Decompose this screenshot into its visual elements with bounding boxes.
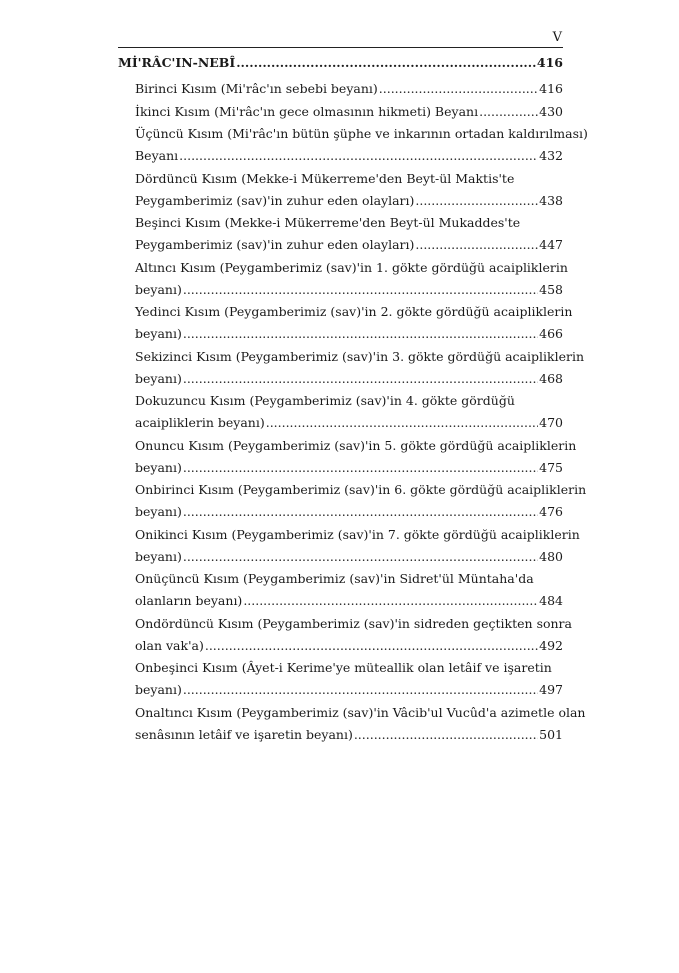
dot-leader bbox=[183, 368, 538, 390]
toc-entry-last-line bbox=[135, 635, 563, 657]
toc-entry[interactable] bbox=[118, 568, 563, 612]
toc-entry-last-line bbox=[135, 724, 563, 746]
table-of-contents bbox=[118, 54, 588, 746]
toc-entry-page: 458 bbox=[539, 281, 563, 297]
toc-entry-title-line: Onbirinci Kısım (Peygamberimiz (sav)'in 6. gökte gördüğü acaipliklerin bbox=[135, 482, 587, 497]
toc-entry-page: 432 bbox=[539, 148, 563, 163]
toc-entry-page: 501 bbox=[539, 726, 563, 742]
toc-entry-last-line bbox=[135, 679, 563, 701]
toc-entry-last-line bbox=[135, 190, 563, 212]
header-rule bbox=[118, 47, 563, 48]
dot-leader bbox=[183, 679, 538, 701]
dot-leader bbox=[205, 635, 538, 657]
toc-entry-page: 475 bbox=[539, 459, 563, 475]
toc-entry-last-line bbox=[135, 501, 563, 523]
toc-entry-title-end: İkinci Kısım (Mi'râc'ın gece olmasının hikmeti) Beyanı bbox=[135, 103, 479, 119]
toc-entries bbox=[118, 78, 588, 746]
dot-leader bbox=[479, 101, 538, 123]
toc-entry[interactable] bbox=[118, 479, 587, 523]
toc-entry-last-line bbox=[135, 323, 563, 345]
toc-entry-title-end: olanların beyanı) bbox=[135, 593, 243, 608]
toc-entry-last-line bbox=[135, 590, 563, 612]
toc-entry-last-line bbox=[135, 145, 563, 167]
dot-leader bbox=[354, 724, 538, 746]
dot-leader bbox=[183, 323, 538, 345]
toc-entry[interactable] bbox=[118, 702, 586, 746]
toc-entry[interactable] bbox=[118, 301, 573, 345]
toc-entry[interactable] bbox=[118, 346, 584, 390]
toc-entry-title-end: olan vak'a) bbox=[135, 637, 204, 653]
toc-entry-last-line bbox=[135, 279, 563, 301]
toc-entry-title-line: Altıncı Kısım (Peygamberimiz (sav)'in 1. gökte gördüğü acaipliklerin bbox=[135, 259, 568, 275]
toc-entry-title-line: Ondördüncü Kısım (Peygamberimiz (sav)'in sidreden geçtikten sonra bbox=[135, 615, 572, 631]
toc-entry-title-line: Onbeşinci Kısım (Âyet-i Kerime'ye müteallik olan letâif ve işaretin bbox=[135, 660, 552, 675]
toc-main-title: Mİ'RÂC'IN-NEBÎ bbox=[118, 55, 236, 70]
toc-entry-title-line: Onüçüncü Kısım (Peygamberimiz (sav)'in Sidret'ül Müntaha'da bbox=[135, 571, 534, 586]
toc-entry[interactable] bbox=[118, 613, 572, 657]
dot-leader bbox=[379, 78, 538, 100]
toc-main-page: 416 bbox=[536, 55, 563, 70]
dot-leader bbox=[415, 190, 538, 212]
toc-entry[interactable] bbox=[118, 657, 563, 701]
toc-entry-title-line: Onuncu Kısım (Peygamberimiz (sav)'in 5. gökte gördüğü acaipliklerin bbox=[135, 437, 577, 453]
toc-entry-page: 484 bbox=[539, 593, 563, 608]
toc-entry-title-end: Birinci Kısım (Mi'râc'ın sebebi beyanı) bbox=[135, 81, 378, 96]
page-number: V bbox=[552, 30, 562, 45]
toc-entry-title-end: beyanı) bbox=[135, 281, 182, 297]
toc-entry-page: 438 bbox=[539, 192, 563, 208]
toc-entry-title-end: Beyanı bbox=[135, 148, 179, 163]
dot-leader bbox=[179, 145, 538, 167]
toc-entry-title-end: Peygamberimiz (sav)'in zuhur eden olayları) bbox=[135, 192, 415, 208]
dot-leader bbox=[183, 279, 538, 301]
toc-entry-title-line: Dokuzuncu Kısım (Peygamberimiz (sav)'in 4. gökte gördüğü bbox=[135, 393, 515, 408]
toc-entry-title-line: Sekizinci Kısım (Peygamberimiz (sav)'in 3. gökte gördüğü acaipliklerin bbox=[135, 348, 584, 364]
toc-entry-page: 416 bbox=[539, 81, 563, 96]
toc-entry-title-end: Peygamberimiz (sav)'in zuhur eden olayları) bbox=[135, 237, 415, 252]
toc-entry-page: 468 bbox=[539, 370, 563, 386]
toc-entry-title-end: beyanı) bbox=[135, 459, 182, 475]
toc-entry-last-line bbox=[135, 457, 563, 479]
toc-entry-page: 430 bbox=[539, 103, 563, 119]
toc-entry[interactable] bbox=[118, 435, 577, 479]
toc-entry-page: 447 bbox=[539, 237, 563, 252]
toc-entry-page: 480 bbox=[539, 548, 563, 564]
toc-entry-title-end: beyanı) bbox=[135, 504, 182, 519]
toc-entry-page: 470 bbox=[539, 415, 563, 430]
toc-entry-last-line bbox=[135, 78, 563, 100]
toc-entry-last-line bbox=[135, 101, 563, 123]
toc-entry-page: 476 bbox=[539, 504, 563, 519]
toc-entry[interactable] bbox=[118, 390, 563, 434]
toc-entry[interactable] bbox=[118, 524, 580, 568]
toc-entry-title-line: Onikinci Kısım (Peygamberimiz (sav)'in 7. gökte gördüğü acaipliklerin bbox=[135, 526, 580, 542]
toc-entry-title-end: acaipliklerin beyanı) bbox=[135, 415, 265, 430]
toc-entry[interactable] bbox=[118, 78, 563, 100]
toc-entry-last-line bbox=[135, 412, 563, 434]
toc-entry[interactable] bbox=[118, 212, 563, 256]
toc-entry-title-end: beyanı) bbox=[135, 548, 182, 564]
toc-entry-page: 466 bbox=[539, 326, 563, 341]
toc-entry-title-end: senâsının letâif ve işaretin beyanı) bbox=[135, 726, 353, 742]
toc-main-entry[interactable] bbox=[118, 54, 563, 72]
dot-leader bbox=[183, 546, 538, 568]
dot-leader bbox=[236, 54, 536, 72]
dot-leader bbox=[183, 457, 538, 479]
dot-leader bbox=[183, 501, 538, 523]
dot-leader bbox=[243, 590, 538, 612]
toc-entry-title-end: beyanı) bbox=[135, 370, 182, 386]
toc-entry-title-line: Onaltıncı Kısım (Peygamberimiz (sav)'in Vâcib'ul Vucûd'a azimetle olan bbox=[135, 704, 586, 720]
toc-entry-last-line bbox=[135, 368, 563, 390]
toc-entry-title-line: Beşinci Kısım (Mekke-i Mükerreme'den Beyt-ül Mukaddes'te bbox=[135, 215, 521, 230]
toc-entry-last-line bbox=[135, 234, 563, 256]
dot-leader bbox=[266, 412, 538, 434]
toc-entry-page: 497 bbox=[539, 682, 563, 697]
toc-entry-last-line bbox=[135, 546, 563, 568]
toc-entry-title-line: Dördüncü Kısım (Mekke-i Mükerreme'den Beyt-ül Maktis'te bbox=[135, 170, 515, 186]
toc-entry-title-line: Yedinci Kısım (Peygamberimiz (sav)'in 2. gökte gördüğü acaipliklerin bbox=[135, 304, 573, 319]
toc-entry-title-end: beyanı) bbox=[135, 326, 182, 341]
toc-entry-page: 492 bbox=[539, 637, 563, 653]
toc-entry[interactable] bbox=[118, 168, 563, 212]
toc-entry-title-end: beyanı) bbox=[135, 682, 182, 697]
toc-entry[interactable] bbox=[118, 257, 568, 301]
toc-entry-title-line: Üçüncü Kısım (Mi'râc'ın bütün şüphe ve inkarının ortadan kaldırılması) bbox=[135, 126, 588, 141]
toc-entry[interactable] bbox=[118, 123, 588, 167]
dot-leader bbox=[415, 234, 538, 256]
toc-entry[interactable] bbox=[118, 101, 563, 123]
